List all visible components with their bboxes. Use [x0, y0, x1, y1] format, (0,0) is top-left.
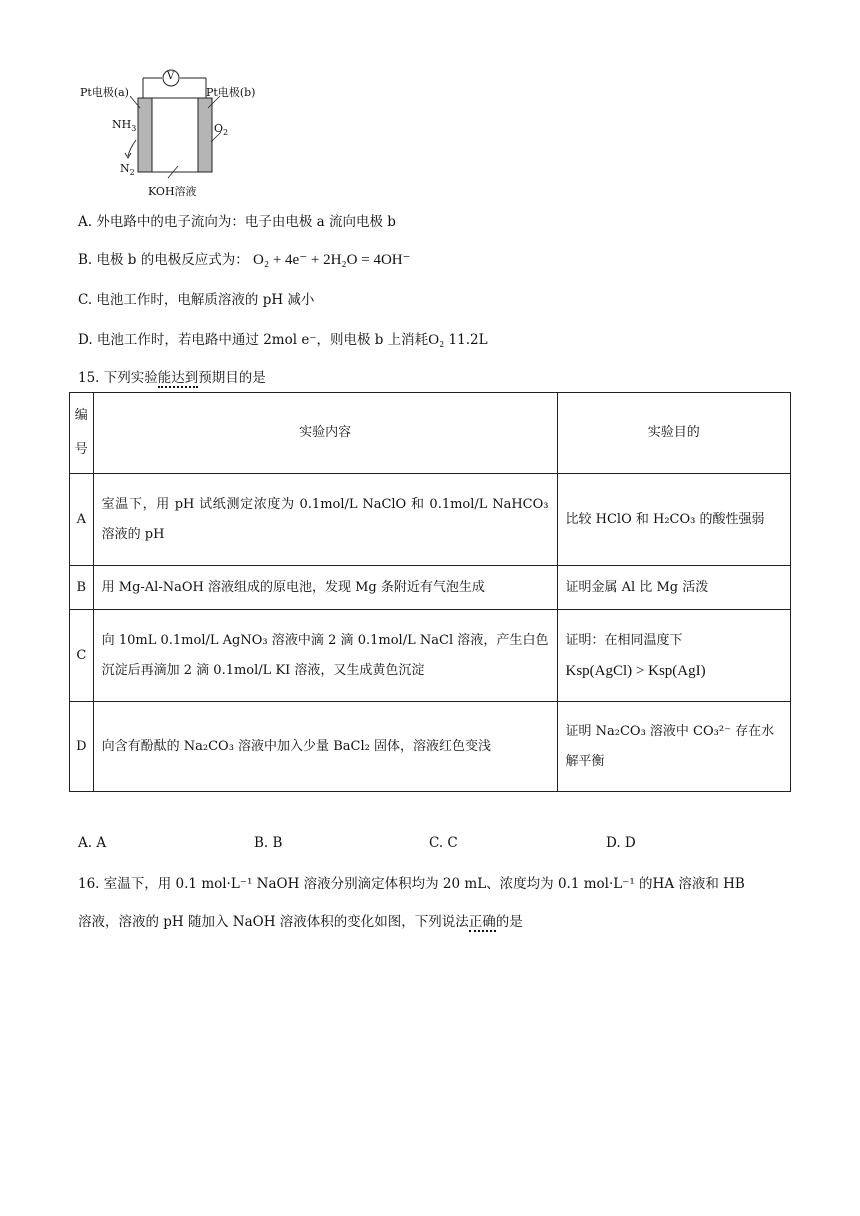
n2-label	[120, 162, 135, 177]
q14-option-d	[78, 328, 488, 349]
q15-stem-suffix: 预期目的是	[198, 370, 266, 386]
choice-a: A. A	[78, 835, 107, 851]
q16-line2-suffix: 的是	[495, 914, 523, 930]
row-id: B	[70, 566, 94, 610]
row-content: 室温下，用 pH 试纸测定浓度为 0.1mol/L NaClO 和 0.1mol/L NaHCO₃ 溶液的 pH	[93, 474, 557, 566]
table-row	[70, 566, 791, 610]
q16-line2-emphasis: 正确	[468, 914, 496, 930]
q15-stem-prefix: 15. 下列实验	[78, 370, 158, 386]
electrode-b-label: Pt电极(b)	[206, 86, 256, 99]
battery-diagram	[80, 66, 270, 201]
table-row	[70, 702, 791, 792]
q15-stem	[78, 366, 266, 386]
q14-option-b-text: B. 电极 b 的电极反应式为：	[78, 252, 249, 268]
nh3-text: NH	[112, 118, 132, 131]
row-purpose: 证明 Na₂CO₃ 溶液中 CO₃²⁻ 存在水解平衡	[557, 702, 791, 792]
row-id: C	[70, 610, 94, 702]
row-purpose	[557, 610, 791, 702]
o2-sub: 2	[223, 128, 229, 138]
header-purpose: 实验目的	[557, 393, 791, 474]
row-purpose-line2: Ksp(AgCl) > Ksp(AgI)	[565, 662, 706, 679]
row-id: A	[70, 474, 94, 566]
n2-text: N	[120, 162, 130, 175]
o2-label	[214, 122, 228, 137]
q14-option-d-text: D. 电池工作时，若电路中通过 2mol e⁻，则电极 b 上消耗	[78, 332, 429, 348]
header-id-text: 编号	[74, 408, 88, 457]
nh3-label	[112, 118, 136, 133]
q15-stem-emphasis: 能达到	[157, 370, 199, 386]
row-purpose: 证明金属 Al 比 Mg 活泼	[557, 566, 791, 610]
q14-option-d-suffix: 11.2L	[444, 332, 488, 348]
n2-sub: 2	[129, 168, 135, 178]
experiment-table	[69, 392, 791, 792]
row-content: 向含有酚酞的 Na₂CO₃ 溶液中加入少量 BaCl₂ 固体，溶液红色变浅	[93, 702, 557, 792]
table-header-row	[70, 393, 791, 474]
choice-c: C. C	[429, 835, 458, 851]
nh3-sub: 3	[131, 124, 137, 134]
q14-option-b-formula: O₂ + 4e⁻ + 2H₂O = 4OH⁻	[253, 252, 411, 268]
row-content: 向 10mL 0.1mol/L AgNO₃ 溶液中滴 2 滴 0.1mol/L NaCl 溶液，产生白色沉淀后再滴加 2 滴 0.1mol/L KI 溶液，又生成黄色沉淀	[93, 610, 557, 702]
choice-b: B. B	[254, 835, 283, 851]
table-row	[70, 610, 791, 702]
row-purpose-line1: 证明：在相同温度下	[565, 632, 683, 648]
voltmeter-label: V	[167, 71, 175, 82]
q14-option-a: A. 外电路中的电子流向为：电子由电极 a 流向电极 b	[78, 214, 396, 230]
electrode-a-label: Pt电极(a)	[80, 86, 129, 99]
q16-line2-prefix: 溶液，溶液的 pH 随加入 NaOH 溶液体积的变化如图，下列说法	[78, 914, 469, 930]
choice-d: D. D	[606, 835, 636, 851]
q16-stem-line1: 16. 室温下，用 0.1 mol·L⁻¹ NaOH 溶液分别滴定体积均为 20 mL、浓度均为 0.1 mol·L⁻¹ 的HA 溶液和 HB	[78, 876, 745, 892]
q16-stem-line2	[78, 910, 523, 930]
q14-option-b	[78, 248, 411, 269]
o2-text: O	[214, 122, 224, 135]
header-id	[70, 393, 94, 474]
row-id: D	[70, 702, 94, 792]
row-content: 用 Mg-Al-NaOH 溶液组成的原电池，发现 Mg 条附近有气泡生成	[93, 566, 557, 610]
row-purpose: 比较 HClO 和 H₂CO₃ 的酸性强弱	[557, 474, 791, 566]
q14-option-d-formula: O₂	[428, 332, 445, 348]
table-row	[70, 474, 791, 566]
q14-option-c: C. 电池工作时，电解质溶液的 pH 减小	[78, 292, 315, 308]
electrolyte-label: KOH溶液	[148, 185, 197, 198]
header-content: 实验内容	[93, 393, 557, 474]
